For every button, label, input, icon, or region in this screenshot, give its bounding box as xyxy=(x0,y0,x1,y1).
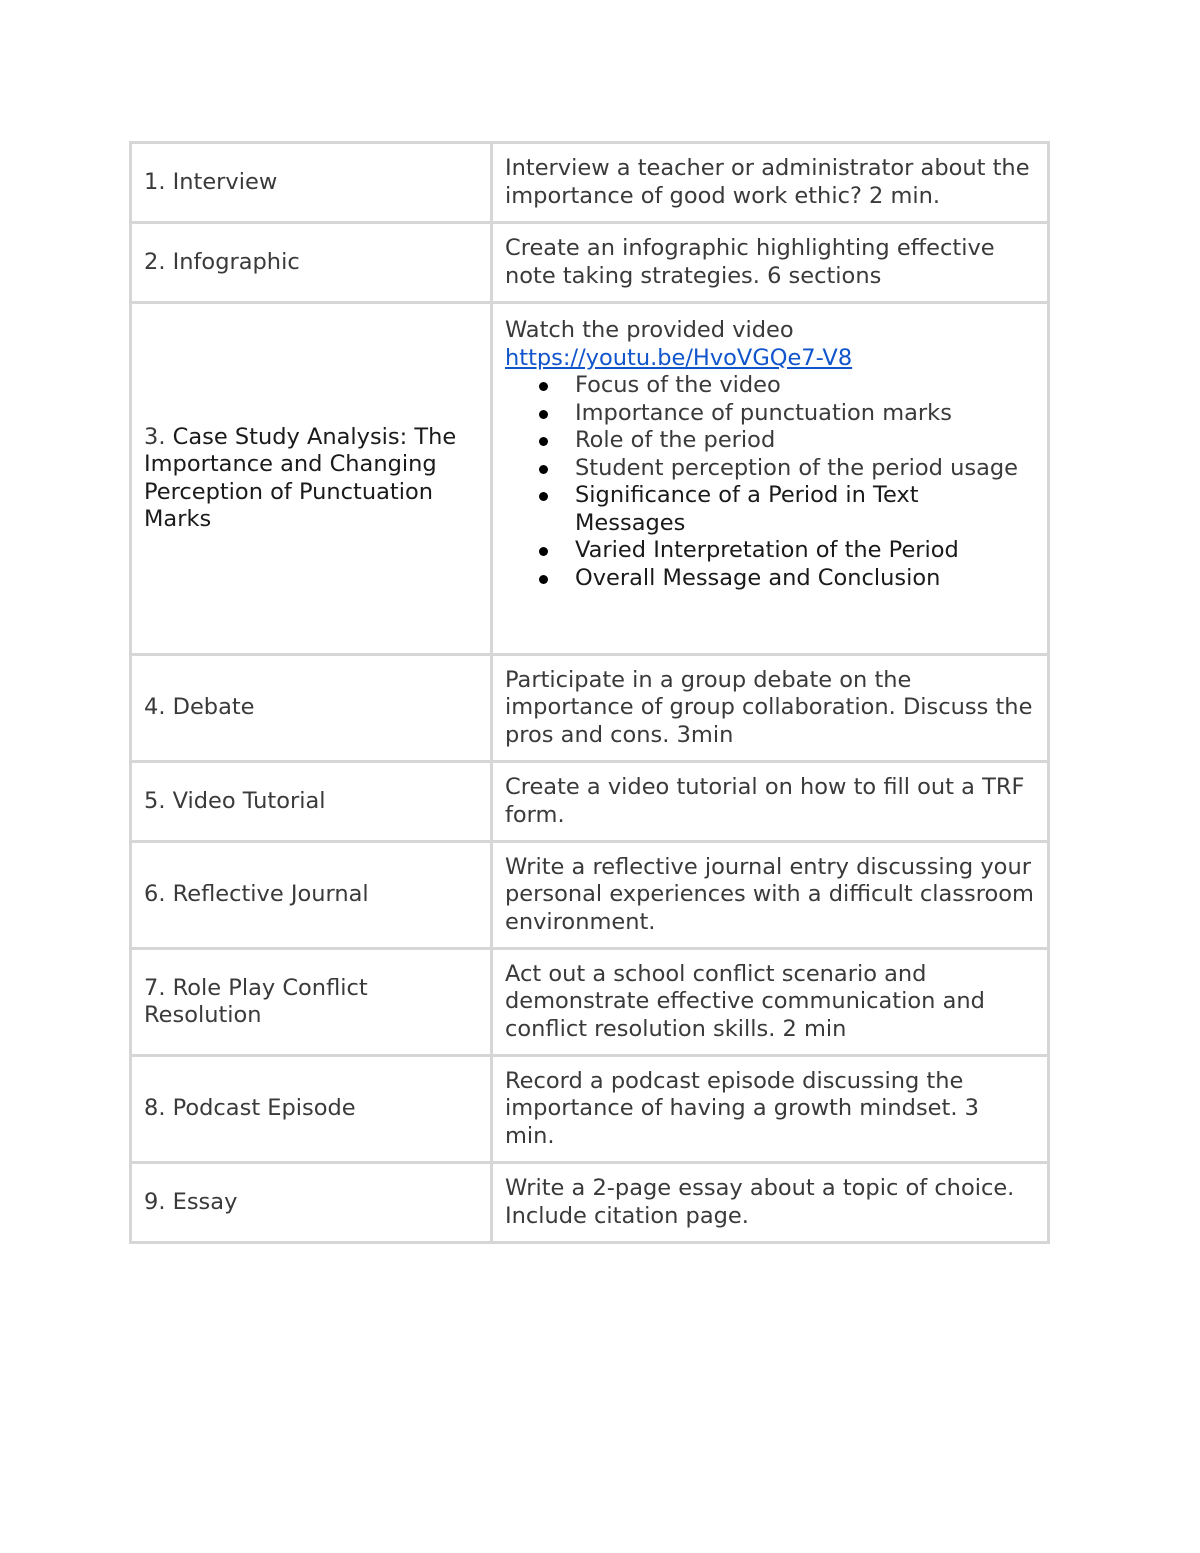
description-cell xyxy=(492,1163,1049,1243)
activity-cell xyxy=(131,1056,492,1163)
activity-title: 2. Infographic xyxy=(144,248,300,275)
list-item: Significance of a Period in Text Messages xyxy=(575,482,1035,537)
activity-title: 9. Essay xyxy=(144,1188,238,1215)
list-item: Role of the period xyxy=(575,427,1035,455)
table-row xyxy=(131,949,1049,1056)
video-link[interactable]: https://youtu.be/HvoVGQe7-V8 xyxy=(505,344,853,371)
activity-title: 7. Role Play Conflict Resolution xyxy=(144,974,368,1028)
activity-title: 1. Interview xyxy=(144,168,278,195)
table-row xyxy=(131,303,1049,655)
activity-title: 8. Podcast Episode xyxy=(144,1095,356,1122)
description-cell xyxy=(492,949,1049,1056)
activity-cell xyxy=(131,762,492,842)
activities-table xyxy=(129,141,1050,1244)
bullet-list xyxy=(505,372,1035,592)
activity-cell xyxy=(131,1163,492,1243)
video-intro: Watch the provided video xyxy=(505,317,794,343)
description-cell xyxy=(492,303,1049,655)
list-item: Focus of the video xyxy=(575,372,1035,400)
table-row xyxy=(131,1056,1049,1163)
table-row xyxy=(131,1163,1049,1243)
description-cell xyxy=(492,842,1049,949)
activity-cell xyxy=(131,949,492,1056)
table-row xyxy=(131,762,1049,842)
list-item: Importance of punctuation marks xyxy=(575,400,1035,428)
activity-description: Interview a teacher or administrator about the importance of good work ethic? 2 min. xyxy=(505,155,1030,209)
activity-cell xyxy=(131,143,492,223)
activity-cell xyxy=(131,842,492,949)
description-cell xyxy=(492,1056,1049,1163)
activity-number: 3. xyxy=(144,423,173,450)
activity-description: Write a 2-page essay about a topic of choice. Include citation page. xyxy=(505,1175,1015,1229)
table-row xyxy=(131,223,1049,303)
description-cell xyxy=(492,655,1049,762)
activity-title: 6. Reflective Journal xyxy=(144,881,369,908)
activity-description: Write a reflective journal entry discussing your personal experiences with a difficult classroom environment. xyxy=(505,853,1034,935)
activity-description: Act out a school conflict scenario and demonstrate effective communication and conflict resolution skills. 2 min xyxy=(505,960,985,1042)
table-row xyxy=(131,842,1049,949)
activity-description: Create a video tutorial on how to fill out a TRF form. xyxy=(505,774,1025,828)
table-row xyxy=(131,655,1049,762)
activity-title: 4. Debate xyxy=(144,694,255,721)
activity-description: Create an infographic highlighting effective note taking strategies. 6 sections xyxy=(505,235,995,289)
activity-cell xyxy=(131,303,492,655)
table-row xyxy=(131,143,1049,223)
description-cell xyxy=(492,143,1049,223)
activity-description: Participate in a group debate on the importance of group collaboration. Discuss the pros and cons. 3min xyxy=(505,666,1033,748)
list-item: Overall Message and Conclusion xyxy=(575,565,1035,593)
list-item: Student perception of the period usage xyxy=(575,455,1035,483)
description-cell xyxy=(492,762,1049,842)
activity-description: Record a podcast episode discussing the importance of having a growth mindset. 3 min. xyxy=(505,1067,979,1149)
description-cell xyxy=(492,223,1049,303)
activity-cell xyxy=(131,223,492,303)
activity-title: 5. Video Tutorial xyxy=(144,787,326,814)
list-item: Varied Interpretation of the Period xyxy=(575,537,1035,565)
activity-cell xyxy=(131,655,492,762)
activity-title: Case Study Analysis: The Importance and Changing Perception of Punctuation Marks xyxy=(144,423,457,532)
